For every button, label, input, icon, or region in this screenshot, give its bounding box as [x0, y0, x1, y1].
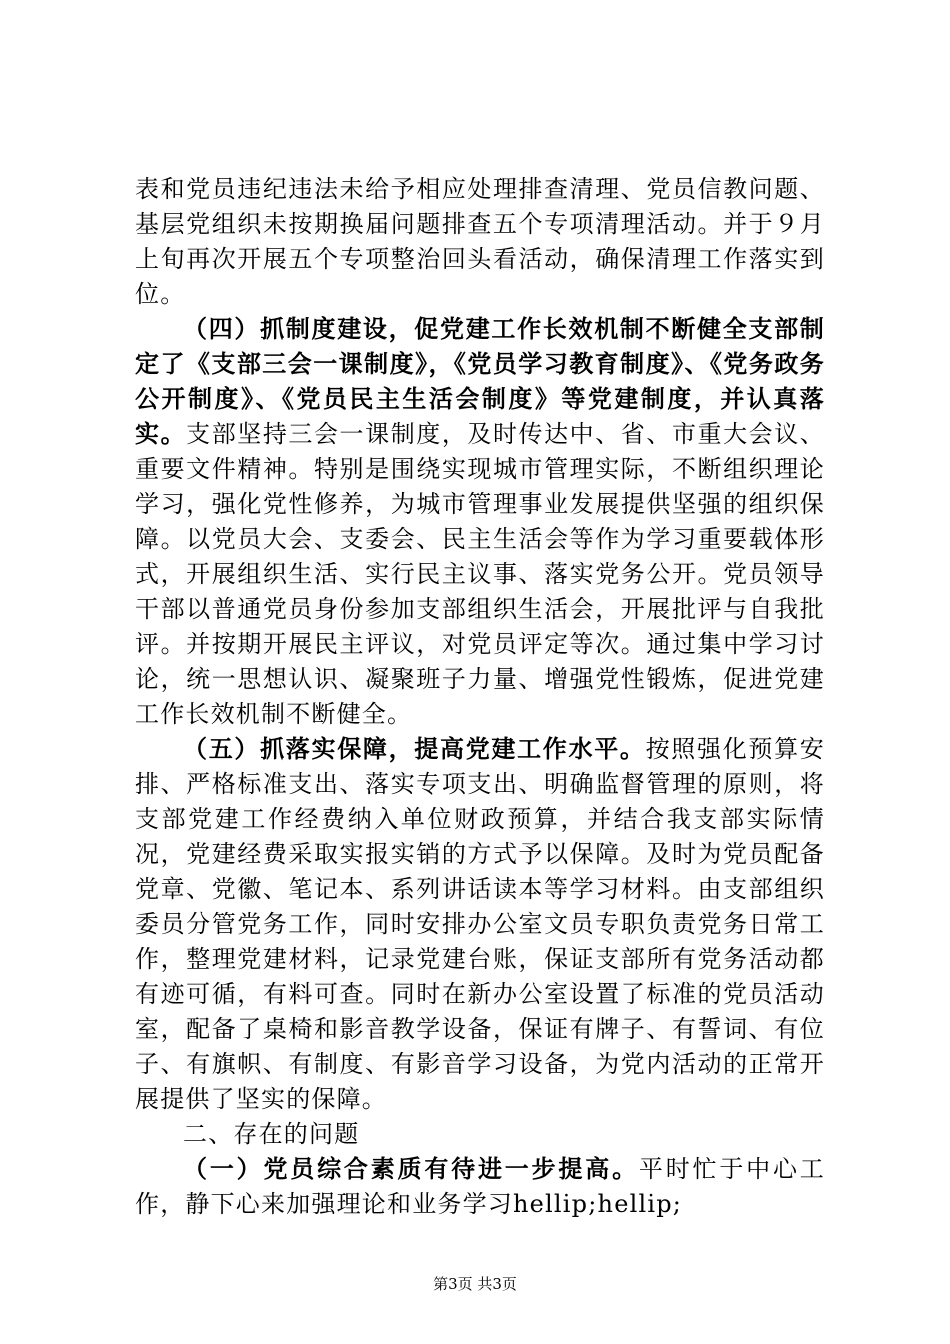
paragraph-continuation — [135, 172, 825, 312]
paragraph-system-building — [135, 312, 825, 732]
paragraph-text: 表和党员违纪违法未给予相应处理排查清理、党员信教问题、基层党组织未按期换届问题排查五个专项清理活动。并于９月上旬再次开展五个专项整治回头看活动，确保清理工作落实到位。 — [135, 175, 825, 308]
paragraph-text: 支部坚持三会一课制度，及时传达中、省、市重大会议、重要文件精神。特别是围绕实现城市管理实际，不断组织理论学习，强化党性修养，为城市管理事业发展提供坚强的组织保障。以党员大会、支委会、民主生活会等作为学习重要载体形式，开展组织生活、实行民主议事、落实党务公开。党员领导干部以普通党员身份参加支部组织生活会，开展批评与自我批评。并按期开展民主评议，对党员评定等次。通过集中学习讨论，统一思想认识、凝聚班子力量、增强党性锻炼，促进党建工作长效机制不断健全。 — [135, 420, 825, 728]
paragraph-text: 平时忙于中心工作，静下心来加强理论和业务学习hellip;hellip; — [135, 1155, 825, 1218]
section-heading-problems: 二、存在的问题 — [183, 1120, 360, 1148]
paragraph-heading: （四）抓制度建设，促党建工作长效机制不断健全支部制定了《支部三会一课制度》，《党员学习教育制度》、《党务政务公开制度》、《党员民主生活会制度》等党建制度，并认真落实。 — [135, 315, 825, 448]
paragraph-text: 按照强化预算安排、严格标准支出、落实专项支出、明确监督管理的原则，将支部党建工作经费纳入单位财政预算，并结合我支部实际情况，党建经费采取实报实销的方式予以保障。及时为党员配备党章、党徽、笔记本、系列讲话读本等学习材料。由支部组织委员分管党务工作，同时安排办公室文员专职负责党务日常工作，整理党建材料，记录党建台账，保证支部所有党务活动都有迹可循，有料可查。同时在新办公室设置了标准的党员活动室，配备了桌椅和影音教学设备，保证有牌子、有誓词、有位子、有旗帜、有制度、有影音学习设备，为党内活动的正常开展提供了坚实的保障。 — [135, 735, 825, 1113]
paragraph-member-quality — [135, 1152, 825, 1222]
document-body — [135, 172, 825, 1222]
page-number: 第3页 共3页 — [433, 1275, 517, 1293]
paragraph-heading: （五）抓落实保障，提高党建工作水平。 — [183, 735, 646, 763]
paragraph-heading: （一）党员综合素质有待进一步提高。 — [183, 1155, 639, 1183]
paragraph-implementation-guarantee — [135, 732, 825, 1117]
